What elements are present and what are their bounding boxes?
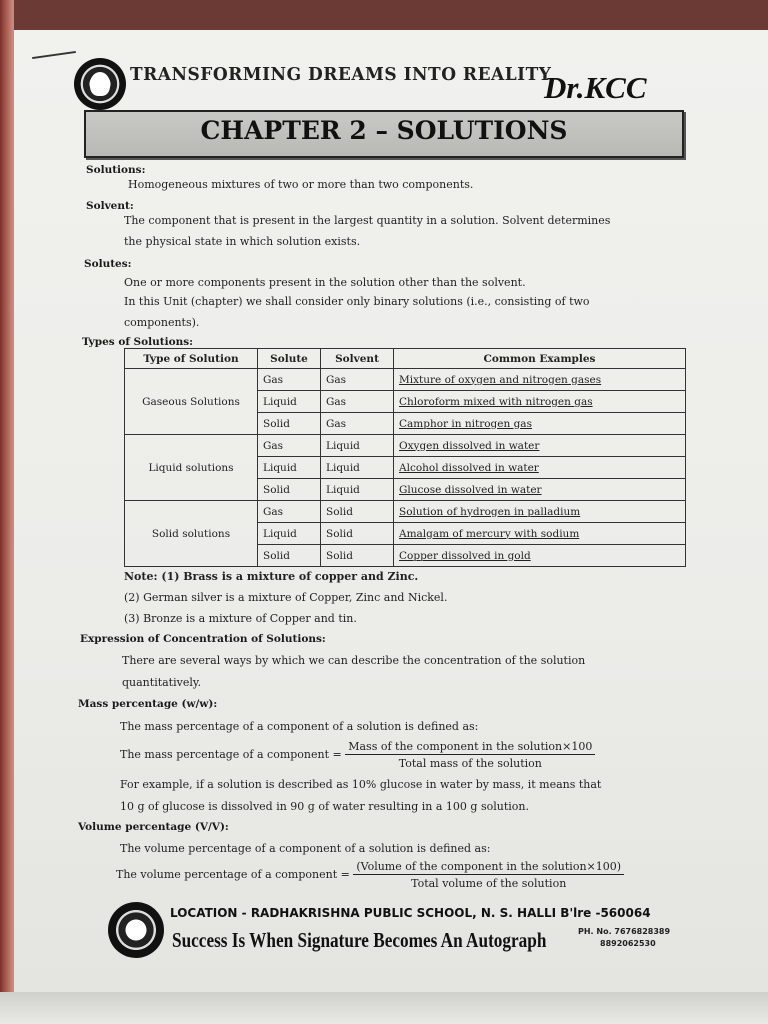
solutions-text: Homogeneous mixtures of two or more than two components. [128,178,474,191]
volume-percentage-formula [116,860,624,890]
example-cell: Solution of hydrogen in palladium [394,501,686,523]
mass-percentage-intro: The mass percentage of a component of a solution is defined as: [120,720,479,733]
note-2: (2) German silver is a mixture of Copper, Zinc and Nickel. [124,591,448,604]
mass-fraction [345,740,595,770]
solvent-cell: Solid [321,501,394,523]
concentration-heading: Expression of Concentration of Solutions: [80,633,326,645]
fraction-denominator: Total mass of the solution [398,757,542,770]
solutes-heading: Solutes: [84,258,132,270]
phone-line-1: PH. No. 7676828389 [578,927,671,936]
solution-types-table [124,348,686,567]
group-cell: Liquid solutions [125,435,258,501]
table-header-row [125,349,686,369]
group-cell: Gaseous Solutions [125,369,258,435]
mass-percentage-formula [120,740,595,770]
solutions-heading: Solutions: [86,164,146,176]
example-cell: Alcohol dissolved in water [394,457,686,479]
formula-label: The mass percentage of a component = [120,748,342,761]
solvent-heading: Solvent: [86,200,134,212]
example-cell: Camphor in nitrogen gas [394,413,686,435]
desk-surface-bottom [0,992,768,1024]
fraction-denominator: Total volume of the solution [411,877,567,890]
group-cell: Solid solutions [125,501,258,567]
table-row [125,501,686,523]
solute-cell: Solid [258,545,321,567]
brand-name: Dr.KCC [544,70,647,105]
formula-label: The volume percentage of a component = [116,868,350,881]
footer-location: LOCATION - RADHAKRISHNA PUBLIC SCHOOL, N. S. HALLI B'lre -560064 [170,906,651,920]
example-cell: Oxygen dissolved in water [394,435,686,457]
example-cell: Copper dissolved in gold [394,545,686,567]
solvent-cell: Gas [321,391,394,413]
volume-fraction [353,860,624,890]
column-header: Solute [258,349,321,369]
worksheet-page [14,30,768,992]
solvent-cell: Solid [321,523,394,545]
footer-logo-icon [108,902,164,958]
example-cell: Mixture of oxygen and nitrogen gases [394,369,686,391]
solvent-cell: Liquid [321,435,394,457]
column-header: Common Examples [394,349,686,369]
mass-percentage-heading: Mass percentage (w/w): [78,698,218,710]
solutes-line-1: One or more components present in the solution other than the solvent. [124,276,526,289]
note-3: (3) Bronze is a mixture of Copper and tin. [124,612,357,625]
volume-percentage-heading: Volume percentage (V/V): [78,821,229,833]
chapter-title: CHAPTER 2 – SOLUTIONS [200,116,568,145]
concentration-line-1: There are several ways by which we can describe the concentration of the solution [122,654,586,667]
footer-motto: Success Is When Signature Becomes An Autograph [172,928,547,952]
solvent-line-2: the physical state in which solution exists. [124,235,361,248]
solutes-line-2: In this Unit (chapter) we shall consider only binary solutions (i.e., consisting of two [124,295,590,308]
example-cell: Glucose dissolved in water [394,479,686,501]
fraction-numerator: Mass of the component in the solution×100 [345,740,595,755]
header-logo-icon [74,58,126,110]
solvent-line-1: The component that is present in the largest quantity in a solution. Solvent determines [124,214,611,227]
solvent-cell: Gas [321,413,394,435]
mass-example-line-1: For example, if a solution is described as 10% glucose in water by mass, it means that [120,778,602,791]
column-header: Type of Solution [125,349,258,369]
phone-line-2: 8892062530 [600,939,656,948]
solute-cell: Liquid [258,391,321,413]
solute-cell: Liquid [258,457,321,479]
example-cell: Amalgam of mercury with sodium [394,523,686,545]
solutes-line-3: components). [124,316,200,329]
column-header: Solvent [321,349,394,369]
solvent-cell: Gas [321,369,394,391]
solvent-cell: Liquid [321,457,394,479]
solute-cell: Solid [258,413,321,435]
solute-cell: Gas [258,369,321,391]
tagline: TRANSFORMING DREAMS INTO REALITY [130,64,552,86]
solvent-cell: Solid [321,545,394,567]
pen-mark [32,51,76,59]
volume-percentage-intro: The volume percentage of a component of a solution is defined as: [120,842,491,855]
table-row [125,435,686,457]
solvent-cell: Liquid [321,479,394,501]
fraction-numerator: (Volume of the component in the solution×100) [353,860,624,875]
solute-cell: Liquid [258,523,321,545]
solute-cell: Gas [258,501,321,523]
table-row [125,369,686,391]
solute-cell: Solid [258,479,321,501]
desk-surface-left [0,0,14,1024]
footer-phone [578,926,670,950]
example-cell: Chloroform mixed with nitrogen gas [394,391,686,413]
note-1: Note: (1) Brass is a mixture of copper and Zinc. [124,570,419,583]
mass-example-line-2: 10 g of glucose is dissolved in 90 g of water resulting in a 100 g solution. [120,800,529,813]
concentration-line-2: quantitatively. [122,676,202,689]
solute-cell: Gas [258,435,321,457]
types-heading: Types of Solutions: [82,336,193,348]
chapter-title-banner [84,110,684,158]
